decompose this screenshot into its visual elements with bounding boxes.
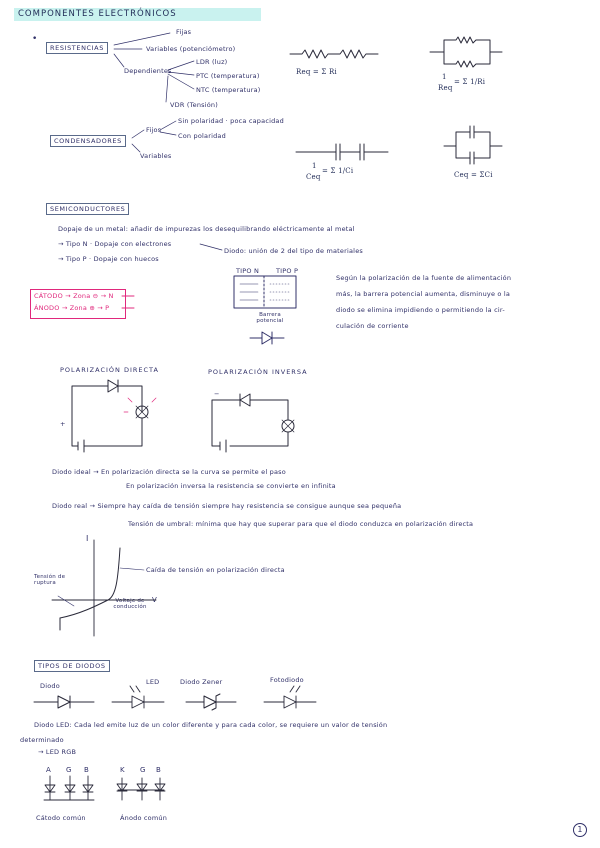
rgb-right-letter-k: K bbox=[120, 766, 125, 774]
tipo-p-label: TIPO P bbox=[276, 267, 299, 275]
resistencias-box: RESISTENCIAS bbox=[46, 42, 108, 54]
tipo-zener-label: Diodo Zener bbox=[180, 678, 223, 686]
condensadores-sin-polaridad: Sin polaridad · poca capacidad bbox=[178, 117, 284, 125]
directa-plus: + bbox=[60, 420, 66, 428]
semiconductores-tipo-p: → Tipo P · Dopaje con huecos bbox=[58, 255, 159, 263]
anodo-comun-label: Ánodo común bbox=[120, 814, 168, 822]
rgb-led-common-anode bbox=[117, 778, 165, 800]
led-desc-line-a: Diodo LED: Cada led emite luz de un color diferente y para cada color, se requiere un valor de tensión bbox=[34, 721, 388, 729]
resistencias-variables: Variables (potenciómetro) bbox=[146, 45, 236, 53]
condensadores-fijos: Fijos bbox=[146, 126, 162, 134]
condensadores-box: CONDENSADORES bbox=[50, 135, 126, 147]
resistencias-ntc: NTC (temperatura) bbox=[196, 86, 261, 94]
series-capacitors-symbol bbox=[296, 144, 388, 160]
page-number: 1 bbox=[573, 823, 587, 837]
np-junction-drawing bbox=[234, 276, 296, 344]
led-rgb-label: → LED RGB bbox=[38, 748, 77, 756]
page-title: COMPONENTES ELECTRÓNICOS bbox=[18, 9, 177, 19]
graph-umbral-label: Voltaje de conducción bbox=[113, 598, 147, 610]
tipo-led-label: LED bbox=[146, 678, 160, 686]
semiconductores-desc-3: diodo se elimina impidiendo o permitiendo la cir- bbox=[336, 306, 505, 314]
diodo-real-line-b: Tensión de umbral: mínima que hay que superar para que el diodo conduzca en polarización directa bbox=[128, 520, 474, 528]
formula-res-paralelo-num: 1 bbox=[442, 73, 447, 81]
tipos-diodos-box: TIPOS DE DIODOS bbox=[34, 660, 110, 672]
rgb-left-letter-a: A bbox=[46, 766, 51, 774]
resistencias-arrows bbox=[114, 33, 194, 102]
resistencias-fijas: Fijas bbox=[176, 28, 192, 36]
resistencias-ptc: PTC (temperatura) bbox=[196, 72, 260, 80]
bullet: • bbox=[32, 34, 38, 44]
semiconductores-line1: Dopaje de un metal: añadir de impurezas los desequilibrando eléctricamente al metal bbox=[58, 225, 355, 233]
formula-res-paralelo-den: Req bbox=[438, 84, 453, 92]
diode-type-symbols bbox=[34, 686, 316, 710]
graph-i-label: I bbox=[86, 534, 89, 543]
series-resistors-symbol bbox=[290, 50, 378, 58]
semiconductores-desc-4: culación de corriente bbox=[336, 322, 409, 330]
graph-ruptura-label: Tensión de ruptura bbox=[34, 574, 66, 586]
catodo-comun-label: Cátodo común bbox=[36, 814, 86, 822]
polarizacion-directa-circuit bbox=[72, 380, 156, 452]
tipo-fotodiodo-label: Fotodiodo bbox=[270, 676, 304, 684]
parallel-capacitors-symbol bbox=[444, 126, 502, 164]
rgb-led-common-cathode bbox=[44, 776, 94, 800]
rgb-left-letter-b: B bbox=[84, 766, 90, 774]
inversa-minus: − bbox=[214, 390, 220, 398]
resistencias-vdr: VDR (Tensión) bbox=[170, 101, 218, 109]
iv-curve-graph bbox=[52, 540, 156, 636]
semiconductores-diodo: Diodo: unión de 2 del tipo de materiales bbox=[224, 247, 363, 255]
resistencias-ldr: LDR (luz) bbox=[196, 58, 228, 66]
formula-resistencia-serie: Req = Σ Ri bbox=[296, 68, 337, 76]
condensadores-con-polaridad: Con polaridad bbox=[178, 132, 226, 140]
diodo-ideal-line-b: En polarización inversa la resistencia se convierte en infinita bbox=[126, 482, 336, 490]
rgb-right-letter-b: B bbox=[156, 766, 162, 774]
catodo-anodo-arrows bbox=[122, 296, 134, 308]
led-desc-line-b: determinado bbox=[20, 736, 64, 744]
graph-caida-label: Caída de tensión en polarización directa bbox=[146, 566, 285, 574]
polarizacion-inversa-title: POLARIZACIÓN INVERSA bbox=[208, 368, 308, 376]
condensadores-arrows bbox=[132, 121, 176, 152]
condensadores-variables: Variables bbox=[140, 152, 172, 160]
resistencias-dependientes: Dependientes bbox=[124, 67, 172, 75]
graph-v-label: V bbox=[152, 596, 157, 604]
parallel-resistors-symbol bbox=[430, 37, 502, 67]
diodo-real-line-a: Diodo real → Siempre hay caída de tensión siempre hay resistencia se consigue aunque sea pequeña bbox=[52, 502, 402, 510]
rgb-left-letter-g: G bbox=[66, 766, 72, 774]
semiconductores-tipo-n: → Tipo N · Dopaje con electrones bbox=[58, 240, 172, 248]
polarizacion-inversa-circuit bbox=[212, 394, 294, 452]
polarizacion-directa-title: POLARIZACIÓN DIRECTA bbox=[60, 366, 159, 374]
formula-cond-serie-den: Ceq bbox=[306, 173, 321, 181]
barrera-potencial-label: Barrera potencial bbox=[256, 312, 284, 324]
tipo-n-label: TIPO N bbox=[236, 267, 260, 275]
tipo-diodo-label: Diodo bbox=[40, 682, 60, 690]
formula-cond-serie-num: 1 bbox=[312, 162, 317, 170]
semiconductores-desc-2: más, la barrera potencial aumenta, disminuye o la bbox=[336, 290, 511, 298]
semiconductores-box: SEMICONDUCTORES bbox=[46, 203, 129, 215]
formula-cond-paralelo: Ceq = ΣCi bbox=[454, 171, 493, 179]
diodo-arrow bbox=[200, 244, 222, 250]
semiconductores-desc-1: Según la polarización de la fuente de alimentación bbox=[336, 274, 512, 282]
diodo-ideal-line-a: Diodo ideal → En polarización directa se la curva se permite el paso bbox=[52, 468, 286, 476]
formula-cond-serie-right: = Σ 1/Ci bbox=[322, 167, 354, 175]
formula-res-paralelo-right: = Σ 1/Ri bbox=[454, 78, 486, 86]
anodo-line: ÁNODO → Zona ⊕ → P bbox=[34, 304, 110, 312]
rgb-right-letter-g: G bbox=[140, 766, 146, 774]
catodo-line: CÁTODO → Zona ⊖ → N bbox=[34, 292, 114, 300]
